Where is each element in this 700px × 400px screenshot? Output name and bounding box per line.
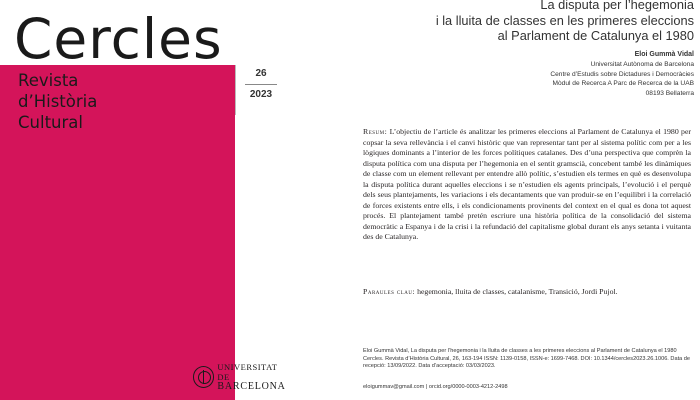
publication-year: 2023 [249,89,273,100]
keywords [363,287,691,298]
title-line: al Parlament de Catalunya el 1980 [497,28,694,43]
author-name: Eloi Gummà Vidal [634,51,694,58]
journal-title: Cercles [14,7,223,71]
author-contact: eloigummav@gmail.com | orcid.org/0000-0003-4212-2498 [363,384,508,390]
affiliation-line: Universitat Autònoma de Barcelona [590,61,694,69]
subtitle-line: Revista [18,71,79,90]
abstract-text: L’objectiu de l’article és analitzar les primeres eleccions al Parlament de Catalunya el 1980 per copsar la seva rellevància i el canvi històric que van representar tant per al sistema polític com per a les lògiques dominants a l’interior de les forces polítiques catalanes. Des d’una perspectiva que comprèn la disputa política com una disputa per l’hegemonia en el sentit gramscià, concebent també les dinàmiques de classe com un element rellevant per entendre allò polític, s’estudien els termes en què es desenvolupa la disputa política durant aquelles eleccions i se n’estudien els agents principals, l’evolució i el perquè dels seus plantejaments, les variacions i els decantaments que van produir-se en l’equilibri i la correlació de forces existents entre ells, i els condicionaments provinents del context en el qual es dona tot aquest procés. El plantejament també pretén escriure una història política de la consolidació del sistema democràtic a Espanya i de la crisi i la refundació del capitalisme global durant els anys setanta i vuitanta des de Catalunya. [363,127,692,241]
abstract [363,127,691,243]
university-line-1: UNIVERSITAT DE [217,362,278,382]
abstract-label: Resum: [363,127,388,136]
journal-cover [0,0,290,400]
keywords-label: Paraules clau: [363,287,416,296]
author-block [550,50,694,98]
university-logo [193,362,290,392]
university-wordmark [217,362,290,392]
affiliation-line: Mòdul de Recerca A Parc de Recerca de la UAB [552,80,694,88]
title-line: i la lluita de classes en les primeres eleccions [435,12,694,28]
article-page [290,0,700,400]
title-line: La disputa per l’hegemonia [540,0,694,12]
volume-number: 26 [255,68,267,79]
journal-subtitle [18,70,97,133]
volume-year-rule [245,84,277,85]
citation-note: Eloi Gummà Vidal, La disputa per l’hegemonia i la lluita de classes a les primeres eleccions al Parlament de Catalunya el 1980 Cercles. Revista d’Història Cultural, 26, 163-194 ISSN: 1139-0158, ISSN-e: 1699-7468. DOI: 10.1344/cercles2023.26.1006. Data de recepció: 13/09/2022. Data d’acceptació: 03/03/2023. [363,348,691,370]
affiliation-line: 08193 Bellaterra [645,89,694,97]
subtitle-line: Cultural [18,113,83,132]
article-title [436,0,694,44]
university-seal-icon [193,366,214,388]
subtitle-line: d’Història [18,92,98,111]
university-line-2: BARCELONA [217,381,286,392]
keywords-text: hegemonia, lluita de classes, catalanisme, Transició, Jordi Pujol. [417,287,618,296]
affiliation-line: Centre d’Estudis sobre Dictadures i Democràcies [550,70,694,78]
